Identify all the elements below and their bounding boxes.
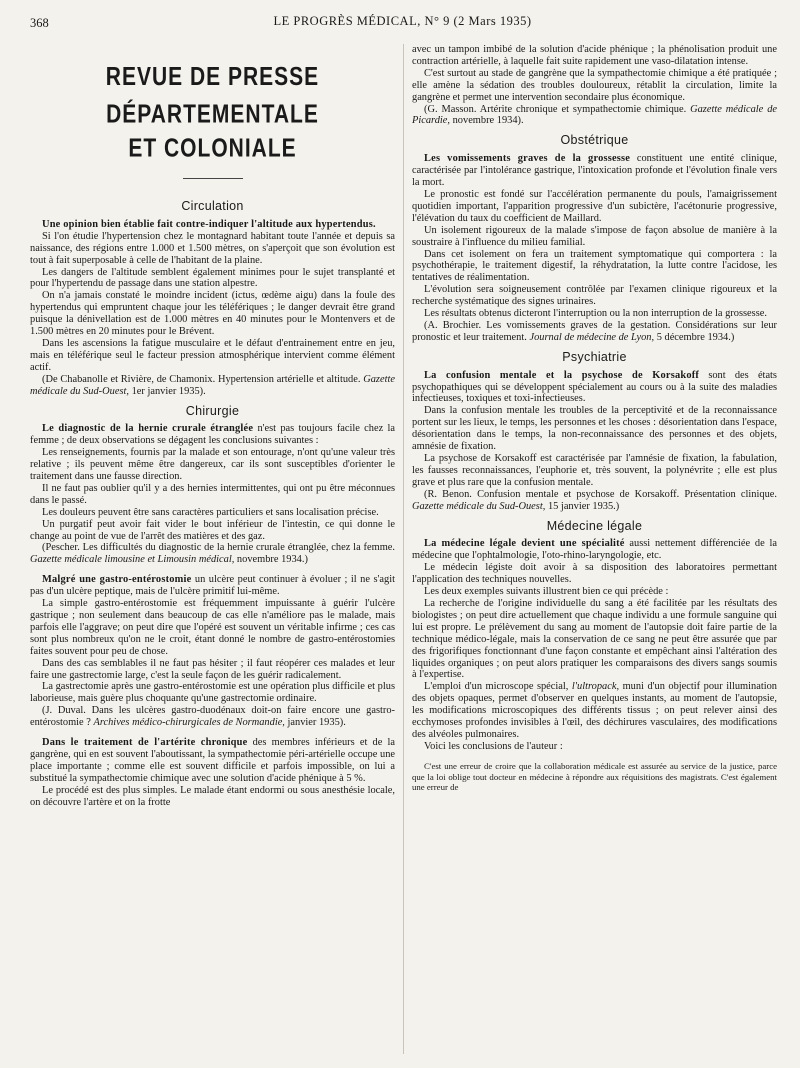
chir-article-1: Le diagnostic de la hernie crurale étranglée n'est pas toujours facile chez la femme ; de deux observations se dégagent les conclusions suivantes : bbox=[30, 423, 395, 447]
psy-paragraph: La psychose de Korsakoff est caractérisée par l'amnésie de fixation, la fabulation, les fausses reconnaissances, l'euphorie et, très souvent, la polynévrite ; elle est plus grave et plus rare que la confusion mentale. bbox=[412, 453, 777, 488]
chir-paragraph: Les douleurs peuvent être sans caractères particuliers et sans localisation précise. bbox=[42, 506, 379, 518]
page-number: 368 bbox=[30, 16, 49, 30]
review-title bbox=[30, 62, 395, 164]
title-rule bbox=[183, 178, 243, 179]
circ-paragraph: Les dangers de l'altitude semblent également minimes pour le sujet transplanté et pour l'hypertendu de passage dans une station alpestre. bbox=[30, 266, 395, 290]
section-medecine-legale: Médecine légale bbox=[546, 518, 643, 533]
left-column bbox=[30, 44, 395, 1059]
chir-paragraph: La simple gastro-entérostomie est fréquemment impuissante à guérir l'ulcère gastrique ; non seulement dans beaucoup de cas elle n'améliore pas le malade, mais parfois elle l'aggrave; on peut dire que l'opéré est souvent un véritable infirme ; ces cas sont plus nombreux qu'on ne le croit, étant donné le nombre de gastro-entérostomies faites souvent pour peu de chose. bbox=[30, 598, 395, 657]
circ-lead: Une opinion bien établie fait contre-indiquer l'altitude aux hypertendus. bbox=[42, 218, 376, 230]
obst-paragraph: L'évolution sera soigneusement contrôlée par l'examen clinique rigoureux et la recherche systématique des signes urinaires. bbox=[412, 284, 777, 308]
obst-article: Les vomissements graves de la grossesse constituent une entité clinique, caractérisée par l'intolérance gastrique, l'intoxication profonde et l'évolution finale vers la mort. bbox=[412, 153, 777, 189]
psy-article: La confusion mentale et la psychose de Korsakoff sont des états psychopathiques qui se développent spécialement au cours ou à la suite des maladies infectieuses, toxiques et toxi-infectieuses. bbox=[412, 369, 777, 405]
chir-paragraph: Il ne faut pas oublier qu'il y a des hernies intermittentes, qui ont pu être méconnues dans le passé. bbox=[30, 482, 395, 506]
legal-paragraph: Les deux exemples suivants illustrent bien ce qui précède : bbox=[424, 586, 669, 598]
chir-article-3: Dans le traitement de l'artérite chronique des membres inférieurs et de la gangrène, qui en est souvent l'aboutissant, la sympathectomie péri-artérielle occupe une place importante ; comme elle est souvent difficile et parfois impossible, on lui a substitué la sympathectomie chimique avec une solution d'acide phénique à 5 %. bbox=[30, 737, 395, 784]
section-chirurgie: Chirurgie bbox=[185, 403, 240, 418]
page-header bbox=[30, 14, 775, 34]
chir-paragraph: La gastrectomie après une gastro-entérostomie est une opération plus difficile et plus laborieuse, mais guère plus choquante qu'une gastrectomie ordinaire. bbox=[30, 681, 395, 705]
legal-paragraph: Voici les conclusions de l'auteur : bbox=[424, 740, 563, 752]
legal-article: La médecine légale devient une spécialité aussi nettement différenciée de la médecine que l'ophtalmologie, l'oto-rhino-laryngologie, etc. bbox=[412, 538, 777, 562]
title-line-1: REVUE DE PRESSE DÉPARTEMENTALE bbox=[105, 62, 320, 129]
psy-reference: (R. Benon. Confusion mentale et psychose de Korsakoff. Présentation clinique. Gazette médicale du Sud-Ouest, 15 janvier 1935.) bbox=[412, 488, 777, 512]
continued-reference: (G. Masson. Artérite chronique et sympathectomie chimique. Gazette médicale de Picardie, novembre 1934). bbox=[412, 103, 777, 127]
legal-paragraph: La recherche de l'origine individuelle du sang a été facilitée par les résultats des biologistes ; on peut dire actuellement que chaque individu a une formule sanguine qui lui est propre. Le prélèvement du sang au moment de l'autopsie doit faire partie de la technique médico-légale, mais la conservation de ce sang ne peut être assurée que par des frigorifiques fonctionnant d'une façon constante et empêchant ainsi l'altération des liquides organiques ; on peut alors pratiquer les comparaisons des divers sangs soumis à l'expertise. bbox=[412, 597, 777, 681]
psy-paragraph: Dans la confusion mentale les troubles de la perceptivité et de la reconnaissance portent sur les lieux, le temps, les personnes et les choses : désorientation dans l'espace, désorientation dans le temps, la non-reconnaissance des personnes et des objets, amnésie de fixation. bbox=[412, 405, 777, 453]
chir-reference: (Pescher. Les difficultés du diagnostic de la hernie crurale étranglée, chez la femme. Gazette médicale limousine et Limousin médical, novembre 1934.) bbox=[30, 542, 395, 566]
obst-paragraph: Les résultats obtenus dicteront l'interruption ou la non interruption de la grossesse. bbox=[424, 308, 767, 320]
running-title: LE PROGRÈS MÉDICAL, N° 9 (2 Mars 1935) bbox=[273, 14, 532, 28]
obst-reference: (A. Brochier. Les vomissements graves de la gestation. Considérations sur leur pronostic et leur traitement. Journal de médecine de Lyon, 5 décembre 1934.) bbox=[412, 319, 777, 343]
chir-paragraph: Dans des cas semblables il ne faut pas hésiter ; il faut réopérer ces malades et leur faire une gastrectomie large, c'est la seule façon de les guérir radicalement. bbox=[30, 657, 395, 681]
circ-paragraph: Si l'on étudie l'hypertension chez le montagnard habitant toute l'année et depuis sa naissance, des régions entre 1.000 et 1.500 mètres, on s'aperçoit que son évolution est tout à fait superposable à celle de l'habitant de la plaine. bbox=[30, 230, 395, 266]
circ-reference: (De Chabanolle et Rivière, de Chamonix. Hypertension artérielle et altitude. Gazette médicale du Sud-Ouest, 1er janvier 1935). bbox=[30, 373, 395, 397]
chir-paragraph: Les renseignements, fournis par la malade et son entourage, n'ont qu'une valeur très relative ; ils peuvent même être dangereux, car ils sont susceptibles d'orienter le traitement dans une fausse direction. bbox=[30, 447, 395, 483]
chir-paragraph: Le procédé est des plus simples. Le malade étant endormi ou sous anesthésie locale, on découvre l'artère et on la frotte bbox=[30, 784, 395, 808]
title-line-2: ET COLONIALE bbox=[128, 134, 297, 163]
right-column bbox=[412, 44, 777, 1059]
column-divider bbox=[403, 44, 404, 1054]
section-psychiatrie: Psychiatrie bbox=[562, 349, 627, 364]
continued-paragraph: C'est surtout au stade de gangrène que la sympathectomie chimique a été pratiquée ; elle amène la sédation des troubles douloureux, rétablit la circulation, limite la gangrène et permet une intervention secondaire plus économique. bbox=[412, 67, 777, 103]
circ-paragraph: Dans les ascensions la fatigue musculaire et le défaut d'entrainement entre en jeu, mais en téléférique seul le facteur pression atmosphérique intervient comme élément actif. bbox=[30, 337, 395, 373]
obst-paragraph: Le pronostic est fondé sur l'accélération permanente du pouls, l'amaigrissement quotidien important, l'apparition progressive d'un subictère, l'acétonurie progressive, l'élévation du taux du coefficient de Maillard. bbox=[412, 188, 777, 224]
legal-paragraph: L'emploi d'un microscope spécial, l'ultropack, muni d'un objectif pour illumination des objets opaques, permet d'observer en quelques instants, au moment de l'autopsie, les modifications microscopiques des différents tissus ; on peut relever ainsi des ecchymoses profondes invisibles à l'œil, des déchirures vasculaires, des modifications des alvéoles pulmonaires. bbox=[412, 681, 777, 740]
section-obstetrique: Obstétrique bbox=[560, 133, 629, 148]
chir-paragraph: Un purgatif peut avoir fait vider le bout inférieur de l'intestin, ce qui donne le change au point de vue de l'arrêt des matières et des gaz. bbox=[30, 518, 395, 542]
obst-paragraph: Dans cet isolement on fera un traitement symptomatique qui comportera : la psychothérapie, le traitement digestif, la réhydratation, la lutte contre l'acidose, les tentatives de réalimentation. bbox=[412, 248, 777, 284]
chir-reference: (J. Duval. Dans les ulcères gastro-duodénaux doit-on faire encore une gastro-entérostomie ? Archives médico-chirurgicales de Normandie, janvier 1935). bbox=[30, 705, 395, 729]
chir-article-2: Malgré une gastro-entérostomie un ulcère peut continuer à évoluer ; il ne s'agit pas d'un ulcère peptique, mais de l'ulcère primitif lui-même. bbox=[30, 574, 395, 598]
legal-paragraph: Le médecin légiste doit avoir à sa disposition des laboratoires permettant l'application des techniques nouvelles. bbox=[412, 562, 777, 586]
obst-paragraph: Un isolement rigoureux de la malade s'impose de façon absolue de manière à la soustraire à l'influence du milieu familial. bbox=[412, 224, 777, 248]
continued-paragraph: avec un tampon imbibé de la solution d'acide phénique ; la phénolisation produit une contraction artérielle, à laquelle fait suite rapidement une vaso-dilatation intense. bbox=[412, 44, 777, 67]
circ-paragraph: On n'a jamais constaté le moindre incident (ictus, œdème aigu) dans la foule des hypertendus qui empruntent chaque jour les téléfériques ; le danger devrait être grand puisque la dénivellation est de 1.000 mètres en 40 minutes pour le Montenvers et de 1.500 mètres en 20 minutes pour le Brévent. bbox=[30, 290, 395, 338]
section-circulation: Circulation bbox=[181, 199, 244, 213]
legal-conclusion-note: C'est une erreur de croire que la collaboration médicale est assurée au service de la justice, parce que la loi oblige tout docteur en médecine à répondre aux réquisitions des magistrats. C'est également une erreur de bbox=[412, 760, 777, 793]
